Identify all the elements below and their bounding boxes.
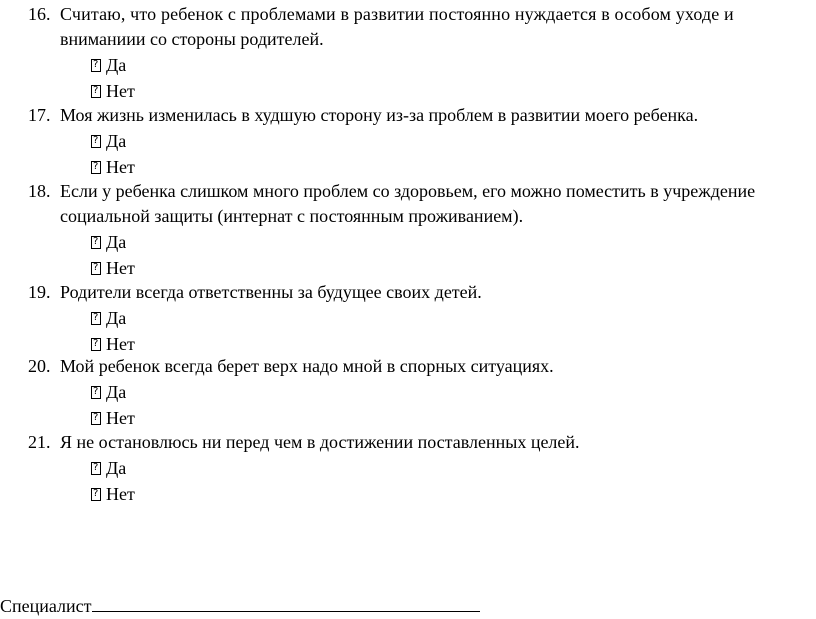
option-yes[interactable] <box>28 230 816 255</box>
option-yes[interactable] <box>28 129 816 154</box>
question-number: 16. <box>28 4 51 24</box>
question-20 <box>28 354 816 431</box>
option-label: Да <box>106 55 127 75</box>
signature-label: Специалист <box>0 596 92 616</box>
question-text-continued: вниманиии со стороны родителей. <box>60 29 324 49</box>
question-number: 20. <box>28 356 51 376</box>
question-text: Мой ребенок всегда берет верх надо мной в спорных ситуациях. <box>60 356 554 376</box>
option-yes[interactable] <box>28 306 816 331</box>
question-text-continued: социальной защиты (интернат с постоянным проживанием). <box>60 206 524 226</box>
question-number: 21. <box>28 432 51 452</box>
question-number: 18. <box>28 181 51 201</box>
option-label: Нет <box>106 334 135 354</box>
option-label: Нет <box>106 484 135 504</box>
checkbox-icon[interactable] <box>91 412 101 425</box>
question-17 <box>28 103 816 180</box>
option-label: Нет <box>106 81 135 101</box>
option-no[interactable] <box>28 406 816 431</box>
checkbox-icon[interactable] <box>91 59 101 72</box>
option-no[interactable] <box>28 79 816 104</box>
option-no[interactable] <box>28 155 816 180</box>
question-number: 17. <box>28 105 51 125</box>
question-text: Я не остановлюсь ни перед чем в достижении поставленных целей. <box>60 432 580 452</box>
option-label: Нет <box>106 157 135 177</box>
checkbox-icon[interactable] <box>91 338 101 351</box>
checkbox-icon[interactable] <box>91 386 101 399</box>
question-first-line <box>28 103 816 128</box>
checkbox-icon[interactable] <box>91 312 101 325</box>
checkbox-icon[interactable] <box>91 488 101 501</box>
option-no[interactable] <box>28 256 816 281</box>
option-yes[interactable] <box>28 53 816 78</box>
question-first-line <box>28 430 816 455</box>
option-yes[interactable] <box>28 380 816 405</box>
question-18 <box>28 179 816 281</box>
checkbox-icon[interactable] <box>91 161 101 174</box>
question-first-line <box>28 2 816 27</box>
question-first-line <box>28 179 816 204</box>
checkbox-icon[interactable] <box>91 135 101 148</box>
option-yes[interactable] <box>28 456 816 481</box>
question-first-line <box>28 280 816 305</box>
signature-blank[interactable] <box>92 593 480 612</box>
option-label: Да <box>106 382 127 402</box>
option-label: Да <box>106 232 127 252</box>
question-text: Считаю, что ребенок с проблемами в развитии постоянно нуждается в особом уходе и <box>60 4 734 24</box>
checkbox-icon[interactable] <box>91 236 101 249</box>
question-text: Моя жизнь изменилась в худшую сторону из-за проблем в развитии моего ребенка. <box>60 105 699 125</box>
option-label: Нет <box>106 258 135 278</box>
checkbox-icon[interactable] <box>91 85 101 98</box>
option-label: Да <box>106 308 127 328</box>
question-first-line <box>28 354 816 379</box>
option-label: Да <box>106 458 127 478</box>
question-text: Если у ребенка слишком много проблем со здоровьем, его можно поместить в учреждение <box>60 181 756 201</box>
question-19 <box>28 280 816 357</box>
question-text: Родители всегда ответственны за будущее своих детей. <box>60 282 482 302</box>
question-16 <box>28 2 816 104</box>
option-label: Нет <box>106 408 135 428</box>
option-no[interactable] <box>28 482 816 507</box>
question-number: 19. <box>28 282 51 302</box>
checkbox-icon[interactable] <box>91 462 101 475</box>
checkbox-icon[interactable] <box>91 262 101 275</box>
question-21 <box>28 430 816 507</box>
option-label: Да <box>106 131 127 151</box>
signature-line <box>0 593 480 618</box>
